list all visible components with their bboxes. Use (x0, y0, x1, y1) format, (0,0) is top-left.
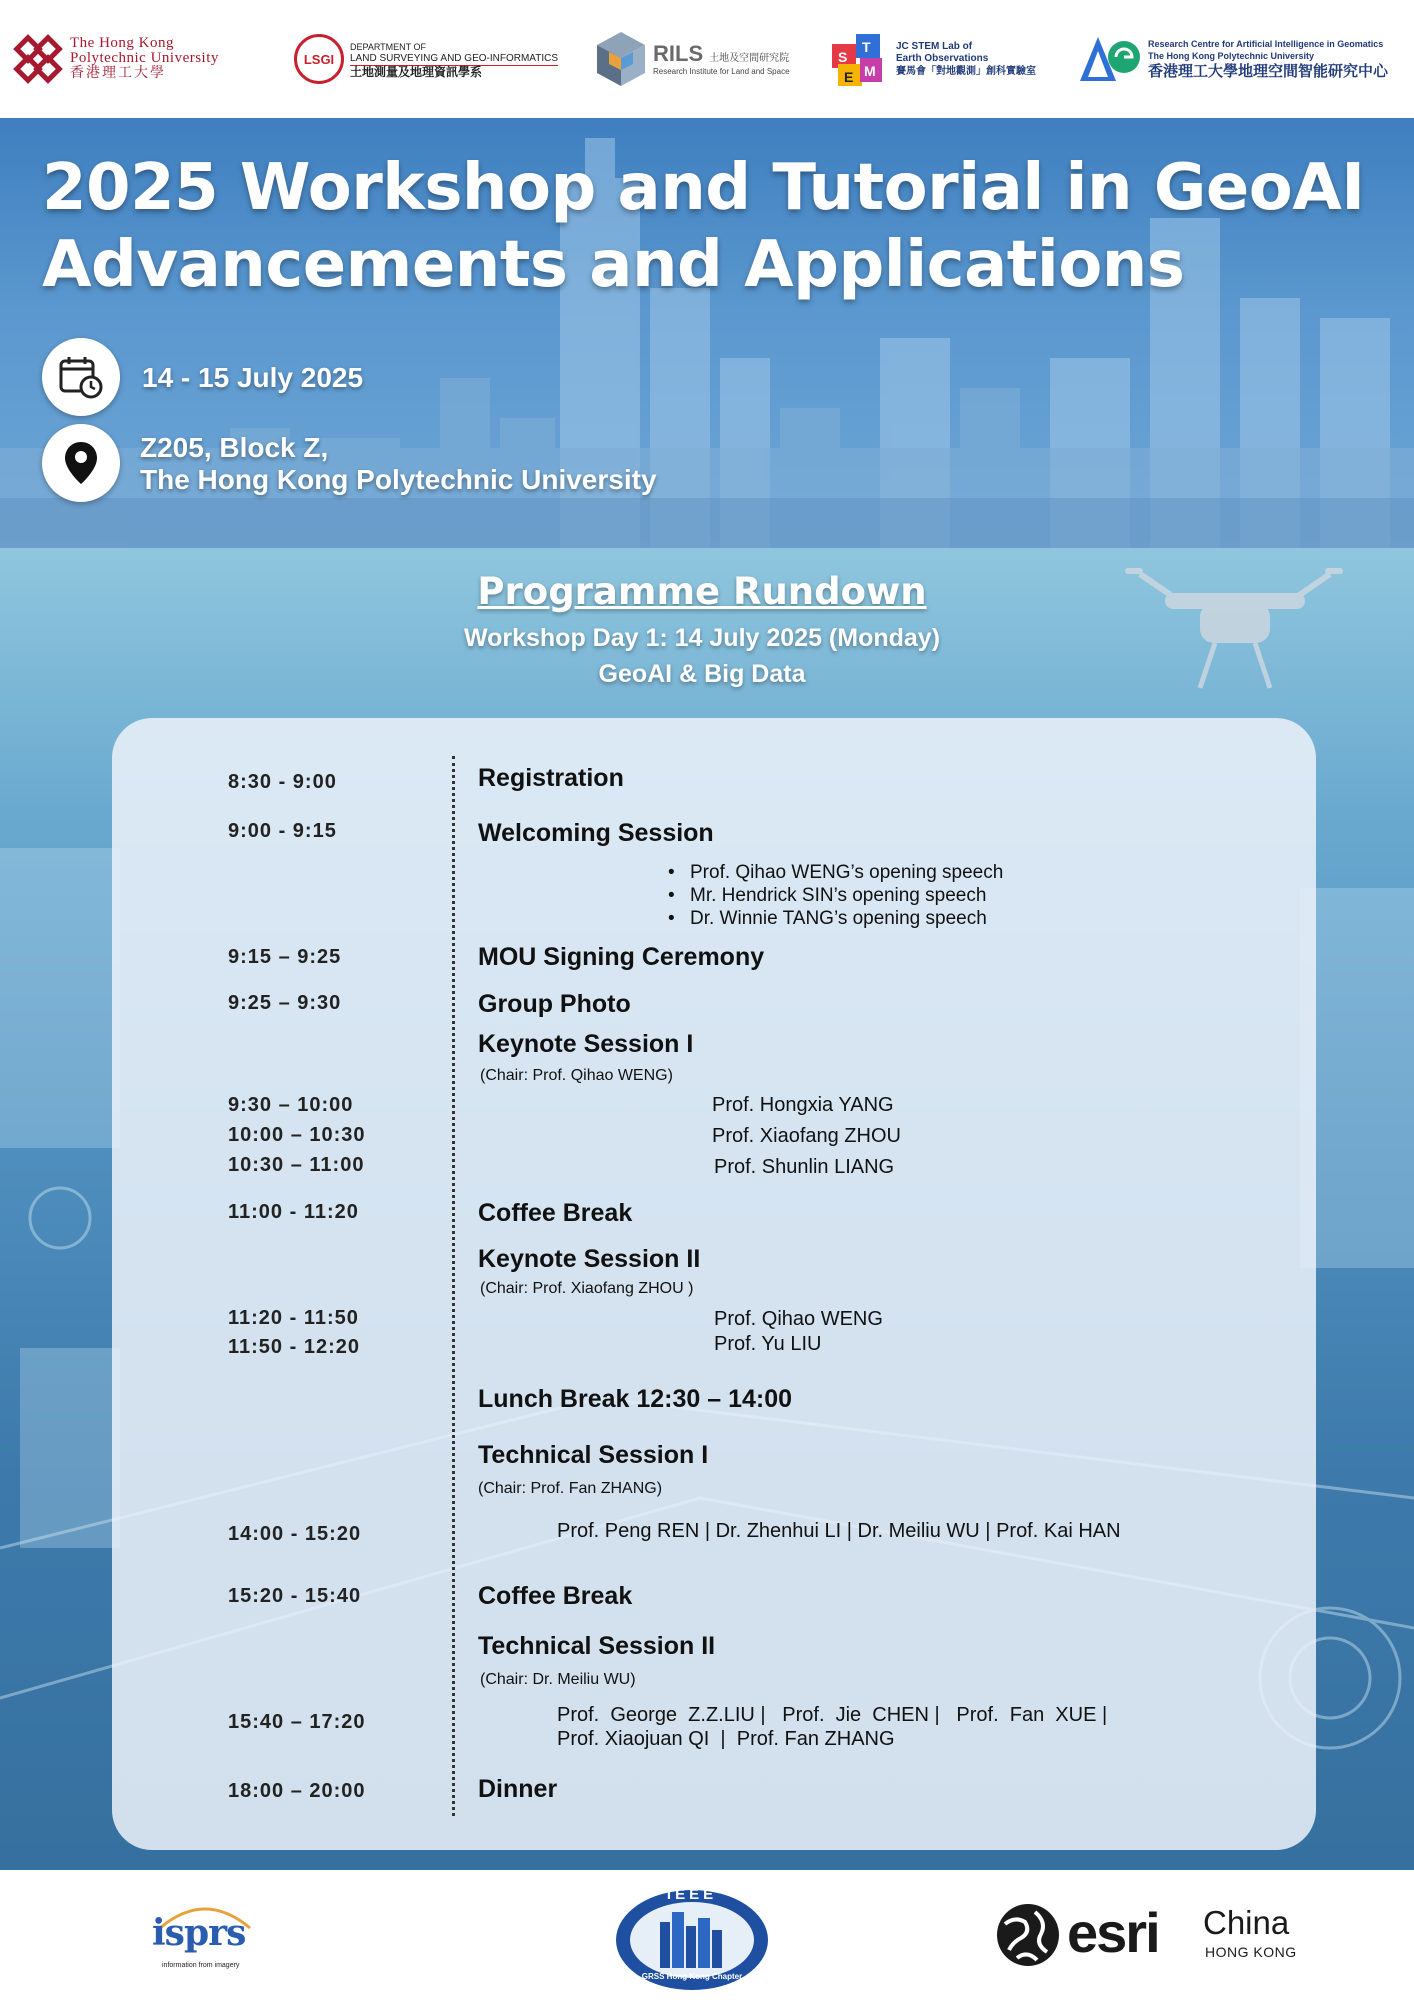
lsgi-line2: LAND SURVEYING AND GEO-INFORMATICS (350, 52, 558, 64)
session-chair: (Chair: Prof. Qihao WENG) (480, 1067, 673, 1084)
event-date: 14 - 15 July 2025 (142, 362, 364, 393)
title-line1: 2025 Workshop and Tutorial in GeoAI (42, 151, 1365, 225)
welcome-speech-item: • Prof. Qihao WENG’s opening speech (690, 861, 1003, 884)
isprs-tagline: information from imagery (162, 1962, 240, 1969)
speaker-name: Prof. Xiaofang ZHOU (712, 1125, 901, 1147)
rils-abbr: RILS (653, 41, 704, 66)
location-badge (42, 424, 120, 502)
lsgi-logo (294, 22, 569, 96)
workshop-day: Workshop Day 1: 14 July 2025 (Monday) (463, 624, 941, 652)
calendar-badge (42, 338, 120, 416)
polyu-name-zh: 香港理工大學 (70, 66, 166, 81)
speaker-name: Prof. Shunlin LIANG (714, 1156, 895, 1178)
raig-emblem-icon (1076, 33, 1142, 85)
sponsor-logo-bar (0, 0, 1414, 118)
speaker-name: Prof. Yu LIU (714, 1333, 822, 1355)
isprs-logo (150, 1898, 260, 1968)
polyu-emblem-icon (12, 33, 64, 85)
calendar-clock-icon (58, 354, 104, 400)
schedule-time: 11:00 - 11:20 (228, 1201, 359, 1223)
stem-blocks-icon (830, 30, 886, 88)
workshop-theme: GeoAI & Big Data (598, 660, 806, 688)
session-chair: (Chair: Prof. Fan ZHANG) (478, 1480, 663, 1497)
speaker-list: Prof. Peng REN | Dr. Zhenhui LI | Dr. Meiliu WU | Prof. Kai HAN (557, 1520, 1121, 1542)
jc-stem-line2: Earth Observations (896, 52, 989, 64)
rils-zh: 土地及空間研究院 (709, 53, 790, 64)
polyu-name-line2: Polytechnic University (70, 50, 219, 66)
schedule-time: 9:00 - 9:15 (228, 820, 337, 842)
schedule-time: 9:15 – 9:25 (228, 946, 342, 968)
speaker-name: Prof. Hongxia YANG (712, 1094, 894, 1116)
session-title: Dinner (478, 1775, 558, 1803)
welcome-speech-item: • Mr. Hendrick SIN’s opening speech (690, 884, 986, 907)
lsgi-line3: 土地測量及地理資訊學系 (350, 64, 483, 79)
session-title: Registration (478, 764, 624, 792)
session-title: Lunch Break 12:30 – 14:00 (478, 1385, 793, 1413)
raig-line3: 香港理工大學地理空間智能研究中心 (1148, 62, 1389, 80)
isprs-wordmark: isprs (152, 1912, 246, 1954)
session-chair: (Chair: Dr. Meiliu WU) (480, 1671, 636, 1688)
esri-hk-label: HONG KONG (1205, 1944, 1297, 1960)
welcome-speech-item: • Dr. Winnie TANG’s opening speech (690, 907, 987, 930)
schedule-time: 14:00 - 15:20 (228, 1523, 362, 1545)
esri-wordmark: esri (1067, 1901, 1159, 1964)
session-title: Coffee Break (478, 1199, 633, 1227)
workshop-title (42, 150, 1402, 304)
session-title: Group Photo (478, 990, 631, 1018)
jc-stem-logo (830, 22, 1070, 96)
session-title: MOU Signing Ceremony (478, 943, 765, 971)
schedule-time: 8:30 - 9:00 (228, 771, 337, 793)
session-title: Welcoming Session (478, 819, 714, 847)
timeline-divider (452, 756, 455, 1816)
svg-text:M: M (864, 63, 876, 79)
svg-text:T: T (862, 39, 871, 55)
esri-china-logo (995, 1900, 1305, 1974)
speaker-name: Prof. Qihao WENG (714, 1308, 883, 1330)
schedule-time: 10:00 – 10:30 (228, 1124, 366, 1146)
session-title: Keynote Session I (478, 1030, 694, 1058)
globe-icon (995, 1902, 1061, 1968)
rils-logo (595, 22, 810, 96)
footer-logo-bar (0, 1870, 1414, 2000)
session-title: Technical Session I (478, 1441, 709, 1469)
venue-line1: Z205, Block Z, (140, 432, 329, 463)
svg-text:E: E (844, 69, 854, 85)
ieee-label: IEEE (666, 1886, 718, 1903)
session-chair: (Chair: Prof. Xiaofang ZHOU ) (480, 1280, 694, 1297)
jc-stem-line3: 賽馬會「對地觀測」創科實驗室 (896, 65, 1036, 77)
schedule-time: 9:25 – 9:30 (228, 992, 342, 1014)
event-venue (140, 432, 657, 496)
polyu-name-line1: The Hong Kong (70, 35, 174, 51)
jc-stem-line1: JC STEM Lab of (896, 40, 973, 52)
lsgi-line1: DEPARTMENT OF (350, 41, 427, 52)
polyu-logo (12, 22, 277, 96)
session-title: Technical Session II (478, 1632, 716, 1660)
schedule-time: 15:40 – 17:20 (228, 1711, 366, 1733)
grss-label: GRSS Hong Kong Chapter (641, 1972, 743, 1981)
hero-banner (0, 118, 1414, 548)
raig-line2: The Hong Kong Polytechnic University (1148, 50, 1315, 61)
schedule-time: 10:30 – 11:00 (228, 1154, 365, 1176)
programme-heading: Programme Rundown (477, 570, 927, 613)
venue-line2: The Hong Kong Polytechnic University (140, 464, 657, 495)
speaker-list: Prof. Xiaojuan QI | Prof. Fan ZHANG (557, 1728, 895, 1750)
schedule-time: 11:50 - 12:20 (228, 1336, 360, 1358)
raig-logo (1076, 22, 1406, 96)
map-pin-icon (63, 440, 99, 486)
schedule-time: 18:00 – 20:00 (228, 1780, 366, 1802)
schedule-time: 11:20 - 11:50 (228, 1307, 359, 1329)
session-title: Coffee Break (478, 1582, 633, 1610)
schedule-time: 15:20 - 15:40 (228, 1585, 362, 1607)
rils-cube-icon (595, 30, 647, 88)
schedule-time: 9:30 – 10:00 (228, 1094, 354, 1116)
title-line2: Advancements and Applications (42, 228, 1185, 302)
rils-en: Research Institute for Land and Space (653, 67, 790, 76)
lsgi-emblem-icon: LSGI (294, 34, 344, 84)
session-title: Keynote Session II (478, 1245, 701, 1273)
speaker-list: Prof. George Z.Z.LIU | Prof. Jie CHEN | Prof. Fan XUE | (557, 1704, 1108, 1726)
esri-china-label: China (1203, 1904, 1290, 1941)
raig-line1: Research Centre for Artificial Intelligence in Geomatics (1148, 38, 1384, 49)
svg-text:S: S (838, 49, 848, 65)
ieee-grss-logo (612, 1882, 772, 1992)
